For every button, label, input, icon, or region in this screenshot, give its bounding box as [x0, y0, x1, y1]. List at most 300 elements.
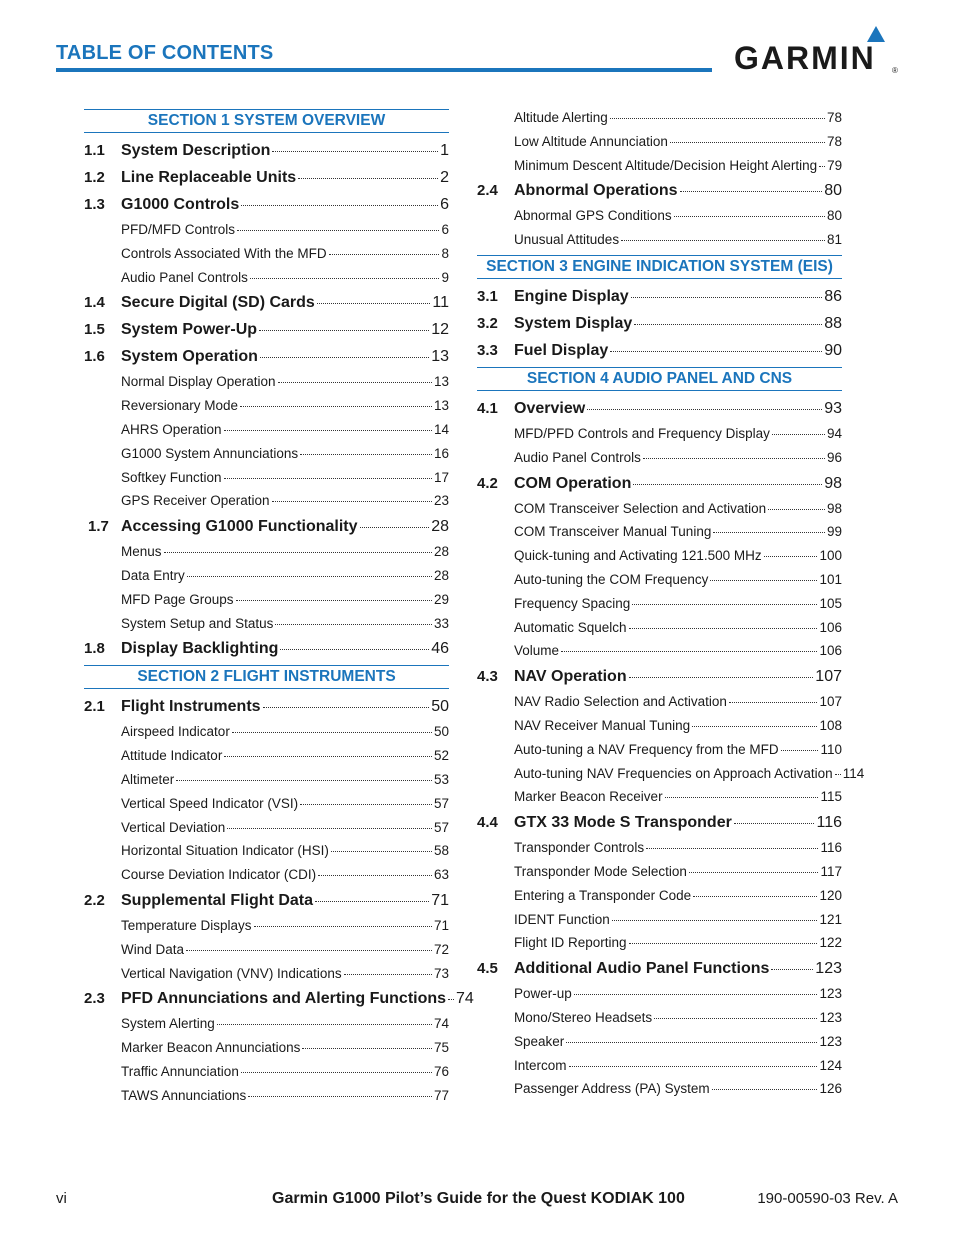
toc-entry-label: Controls Associated With the MFD	[121, 245, 327, 261]
toc-subentry[interactable]	[477, 884, 842, 908]
toc-subentry[interactable]	[84, 489, 449, 513]
toc-entry-page: 88	[824, 314, 842, 332]
toc-entry[interactable]	[84, 137, 449, 164]
toc-entry-page: 77	[433, 1087, 449, 1103]
toc-subentry[interactable]	[84, 218, 449, 242]
toc-entry-label: Low Altitude Annunciation	[514, 133, 668, 149]
dot-leader	[654, 1018, 817, 1019]
toc-subentry[interactable]	[84, 938, 449, 962]
toc-entry-page: 114	[842, 765, 865, 781]
toc-entry-label: Wind Data	[121, 941, 185, 957]
toc-subentry[interactable]	[84, 370, 449, 394]
toc-subentry[interactable]	[84, 720, 449, 744]
toc-entry-label: Audio Panel Controls	[121, 269, 248, 285]
toc-entry-number: 2.2	[84, 891, 105, 909]
toc-entry-number: 1.4	[84, 294, 105, 312]
toc-subentry[interactable]	[477, 785, 842, 809]
toc-entry-page: 117	[820, 863, 842, 879]
toc-entry-label: Unusual Attitudes	[514, 232, 620, 248]
dot-leader	[278, 382, 432, 383]
toc-entry[interactable]	[84, 343, 449, 370]
dot-leader	[670, 142, 825, 143]
toc-subentry[interactable]	[84, 1084, 449, 1108]
toc-subentry[interactable]	[477, 1030, 842, 1054]
toc-entry-page: 106	[819, 619, 842, 635]
toc-subentry[interactable]	[477, 1054, 842, 1078]
toc-entry-label: NAV Radio Selection and Activation	[514, 694, 727, 710]
dot-leader	[634, 324, 822, 325]
toc-subentry[interactable]	[84, 418, 449, 442]
toc-entry-label: Reversionary Mode	[121, 398, 239, 414]
toc-entry-page: 110	[820, 741, 842, 757]
section-heading: SECTION 1 SYSTEM OVERVIEW	[84, 109, 449, 133]
toc-entry[interactable]	[477, 395, 842, 422]
dot-leader	[300, 804, 432, 805]
toc-entry[interactable]	[84, 316, 449, 343]
toc-entry-page: 6	[441, 222, 449, 237]
toc-entry-label: Entering a Transponder Code	[514, 887, 692, 903]
dot-leader	[631, 297, 823, 298]
dot-leader	[629, 628, 818, 629]
toc-entry-label: System Alerting	[121, 1016, 215, 1032]
toc-subentry[interactable]	[477, 931, 842, 955]
dot-leader	[713, 532, 825, 533]
toc-entry-label: Volume	[514, 643, 560, 659]
dot-leader	[781, 750, 819, 751]
toc-entry[interactable]	[477, 663, 842, 690]
toc-entry-label: Transponder Mode Selection	[514, 863, 687, 879]
toc-entry-label: Abnormal Operations	[514, 182, 678, 200]
toc-subentry[interactable]	[84, 266, 449, 290]
toc-subentry[interactable]	[477, 422, 842, 446]
toc-entry-label: Data Entry	[121, 567, 185, 583]
toc-entry-label: Auto-tuning the COM Frequency	[514, 571, 709, 587]
dot-leader	[248, 1096, 432, 1097]
toc-subentry[interactable]	[477, 592, 842, 616]
toc-subentry[interactable]	[84, 1036, 449, 1060]
toc-entry-label: Auto-tuning a NAV Frequency from the MFD	[514, 741, 779, 757]
toc-entry-label: Flight ID Reporting	[514, 935, 627, 951]
toc-entry-number: 4.1	[477, 399, 498, 417]
toc-entry-label: Vertical Speed Indicator (VSI)	[121, 795, 299, 811]
toc-entry-page: 1	[440, 142, 449, 159]
toc-entry-label: COM Transceiver Manual Tuning	[514, 524, 712, 540]
dot-leader	[610, 118, 825, 119]
dot-leader	[772, 434, 825, 435]
dot-leader	[240, 406, 432, 407]
logo-text: GARMIN	[734, 40, 876, 76]
toc-subentry[interactable]	[477, 568, 842, 592]
dot-leader	[272, 151, 438, 152]
dot-leader	[587, 409, 822, 410]
toc-entry-page: 123	[819, 986, 842, 1002]
toc-subentry[interactable]	[84, 540, 449, 564]
toc-entry-page: 28	[433, 544, 449, 560]
dot-leader	[272, 501, 432, 502]
toc-entry[interactable]	[477, 283, 842, 310]
title-rule	[56, 68, 712, 72]
toc-entry-label: Line Replaceable Units	[121, 169, 297, 186]
footer-document-title: Garmin G1000 Pilot’s Guide for the Quest KODIAK 100	[272, 1190, 685, 1207]
toc-entry-label: System Setup and Status	[121, 615, 274, 631]
toc-entry-page: 116	[816, 814, 842, 832]
toc-entry-label: System Display	[514, 314, 633, 332]
dot-leader	[632, 604, 817, 605]
page-footer	[56, 1190, 898, 1210]
toc-entry-page: 73	[433, 965, 449, 981]
toc-entry-page: 74	[456, 990, 474, 1008]
dot-leader	[232, 732, 432, 733]
toc-subentry[interactable]	[84, 1012, 449, 1036]
toc-entry-page: 17	[433, 469, 449, 485]
toc-subentry[interactable]	[84, 863, 449, 887]
toc-subentry[interactable]	[477, 738, 842, 762]
dot-leader	[318, 875, 432, 876]
dot-leader	[693, 896, 817, 897]
toc-subentry[interactable]	[84, 442, 449, 466]
toc-entry-number: 2.3	[84, 990, 105, 1008]
toc-entry-label: Passenger Address (PA) System	[514, 1081, 710, 1097]
toc-entry-page: 98	[824, 474, 842, 492]
toc-entry-number: 1.5	[84, 321, 105, 339]
dot-leader	[227, 828, 432, 829]
toc-entry-label: PFD Annunciations and Alerting Functions	[121, 990, 447, 1008]
toc-entry-page: 6	[440, 196, 449, 213]
garmin-logo	[734, 26, 900, 76]
toc-entry-label: Frequency Spacing	[514, 595, 631, 611]
toc-entry-label: Audio Panel Controls	[514, 449, 641, 465]
toc-entry[interactable]	[84, 289, 449, 316]
dot-leader	[629, 943, 818, 944]
dot-leader	[224, 430, 432, 431]
toc-entry-page: 28	[431, 518, 449, 536]
toc-entry-page: 58	[433, 843, 449, 859]
toc-entry-page: 71	[433, 917, 449, 933]
section-heading: SECTION 3 ENGINE INDICATION SYSTEM (EIS)	[477, 255, 842, 279]
toc-entry-number: 4.4	[477, 814, 498, 832]
toc-entry-number: 1.6	[84, 348, 105, 366]
dot-leader	[260, 357, 429, 358]
dot-leader	[241, 1072, 432, 1073]
toc-subentry[interactable]	[477, 520, 842, 544]
toc-entry-label: Speaker	[514, 1033, 565, 1049]
toc-entry-number: 4.2	[477, 474, 498, 492]
toc-subentry[interactable]	[84, 466, 449, 490]
toc-entry-label: Display Backlighting	[121, 640, 279, 658]
toc-entry-page: 46	[431, 640, 449, 658]
toc-entry-label: System Operation	[121, 348, 258, 366]
dot-leader	[224, 756, 432, 757]
toc-entry-page: 16	[433, 445, 449, 461]
toc-entry-page: 52	[433, 748, 449, 764]
dot-leader	[302, 1048, 432, 1049]
toc-entry-page: 13	[431, 348, 449, 366]
toc-entry-page: 75	[433, 1040, 449, 1056]
dot-leader	[217, 1024, 432, 1025]
toc-entry[interactable]	[477, 337, 842, 364]
toc-entry-label: Overview	[514, 399, 586, 417]
dot-leader	[317, 303, 431, 304]
page-title: TABLE OF CONTENTS	[56, 42, 274, 64]
toc-entry-label: Marker Beacon Receiver	[514, 789, 663, 805]
toc-subentry[interactable]	[84, 839, 449, 863]
dot-leader	[621, 240, 825, 241]
toc-subentry[interactable]	[477, 616, 842, 640]
dot-leader	[734, 823, 815, 824]
dot-leader	[574, 994, 818, 995]
dot-leader	[569, 1066, 818, 1067]
toc-subentry[interactable]	[84, 612, 449, 636]
toc-subentry[interactable]	[477, 860, 842, 884]
dot-leader	[692, 726, 817, 727]
toc-entry-label: Fuel Display	[514, 341, 609, 359]
toc-entry-label: Power-up	[514, 986, 572, 1002]
toc-entry-label: AHRS Operation	[121, 421, 222, 437]
toc-entry-label: Intercom	[514, 1057, 567, 1073]
toc-entry-page: 23	[433, 493, 449, 509]
toc-entry-page: 81	[826, 232, 842, 248]
toc-subentry[interactable]	[477, 204, 842, 228]
toc-entry-page: 100	[819, 548, 842, 564]
toc-entry-page: 106	[819, 643, 842, 659]
dot-leader	[344, 974, 432, 975]
dot-leader	[241, 205, 438, 206]
toc-subentry[interactable]	[84, 744, 449, 768]
toc-subentry[interactable]	[84, 564, 449, 588]
toc-entry-number: 3.1	[477, 287, 498, 305]
dot-leader	[280, 649, 429, 650]
dot-leader	[300, 454, 432, 455]
toc-entry-page: 79	[827, 157, 843, 173]
toc-entry-page: 99	[826, 524, 842, 540]
dot-leader	[176, 780, 432, 781]
dot-leader	[331, 851, 432, 852]
toc-entry-page: 90	[824, 341, 842, 359]
toc-entry-label: Softkey Function	[121, 469, 222, 485]
logo-registered-mark: ®	[892, 66, 898, 75]
toc-entry-page: 33	[433, 615, 449, 631]
toc-entry-page: 116	[820, 840, 842, 856]
dot-leader	[710, 580, 817, 581]
toc-subentry[interactable]	[84, 242, 449, 266]
toc-entry-label: Mono/Stereo Headsets	[514, 1009, 653, 1025]
toc-subentry[interactable]	[477, 497, 842, 521]
toc-subentry[interactable]	[84, 816, 449, 840]
toc-entry-page: 124	[819, 1057, 842, 1073]
toc-subentry[interactable]	[477, 639, 842, 663]
toc-entry[interactable]	[477, 955, 842, 982]
toc-subentry[interactable]	[84, 394, 449, 418]
toc-entry-label: G1000 Controls	[121, 196, 240, 213]
dot-leader	[729, 702, 818, 703]
toc-entry-label: Minimum Descent Altitude/Decision Height Alerting	[514, 157, 818, 173]
toc-subentry[interactable]	[477, 106, 842, 130]
toc-entry-page: 8	[441, 245, 449, 261]
toc-entry-page: 72	[433, 941, 449, 957]
toc-entry-number: 4.3	[477, 668, 498, 686]
toc-subentry[interactable]	[477, 762, 865, 786]
toc-entry-page: 14	[433, 421, 449, 437]
toc-entry-label: Altimeter	[121, 771, 175, 787]
toc-entry-label: IDENT Function	[514, 911, 610, 927]
toc-subentry[interactable]	[84, 792, 449, 816]
toc-entry-page: 126	[819, 1081, 842, 1097]
dot-leader	[680, 191, 823, 192]
toc-entry-page: 71	[431, 891, 449, 909]
toc-entry-label: MFD/PFD Controls and Frequency Display	[514, 425, 770, 441]
toc-entry-number: 2.1	[84, 698, 105, 716]
toc-entry[interactable]	[84, 635, 449, 662]
toc-entry-page: 107	[819, 694, 842, 710]
dot-leader	[164, 552, 432, 553]
toc-entry-label: GTX 33 Mode S Transponder	[514, 814, 732, 832]
toc-entry-label: Attitude Indicator	[121, 748, 223, 764]
footer-document-number: 190-00590-03 Rev. A	[757, 1190, 898, 1207]
toc-subentry[interactable]	[84, 914, 449, 938]
toc-entry-page: 13	[433, 398, 449, 414]
toc-entry-label: MFD Page Groups	[121, 591, 234, 607]
dot-leader	[250, 278, 440, 279]
toc-entry-page: 50	[431, 698, 449, 716]
toc-entry-page: 57	[433, 795, 449, 811]
toc-entry-page: 12	[431, 321, 449, 339]
toc-subentry[interactable]	[477, 982, 842, 1006]
dot-leader	[237, 230, 439, 231]
toc-entry-page: 78	[826, 133, 842, 149]
toc-subentry[interactable]	[477, 836, 842, 860]
toc-entry-label: GPS Receiver Operation	[121, 493, 270, 509]
toc-entry[interactable]	[477, 177, 842, 204]
toc-entry[interactable]	[84, 164, 449, 191]
toc-entry-page: 13	[433, 374, 449, 390]
dot-leader	[612, 920, 818, 921]
toc-entry-label: Temperature Displays	[121, 917, 252, 933]
dot-leader	[566, 1042, 817, 1043]
toc-subentry[interactable]	[477, 544, 842, 568]
toc-entry-label: System Description	[121, 142, 271, 159]
toc-subentry[interactable]	[84, 962, 449, 986]
toc-subentry[interactable]	[477, 446, 842, 470]
dot-leader	[360, 527, 430, 528]
toc-entry-page: 28	[433, 567, 449, 583]
toc-entry-label: Menus	[121, 544, 162, 560]
dot-leader	[712, 1089, 818, 1090]
toc-entry-number: 3.2	[477, 314, 498, 332]
toc-entry-label: Additional Audio Panel Functions	[514, 960, 770, 978]
dot-leader	[674, 216, 825, 217]
toc-entry-page: 105	[819, 595, 842, 611]
toc-entry-page: 80	[824, 182, 842, 200]
toc-entry-label: Marker Beacon Annunciations	[121, 1040, 301, 1056]
toc-subentry[interactable]	[477, 690, 842, 714]
toc-entry-label: Supplemental Flight Data	[121, 891, 314, 909]
toc-entry-page: 9	[441, 269, 449, 285]
toc-entry-label: Transponder Controls	[514, 840, 645, 856]
toc-entry-page: 11	[432, 294, 449, 312]
toc-subentry[interactable]	[477, 1077, 842, 1101]
toc-entry[interactable]	[477, 809, 842, 836]
toc-entry-page: 107	[815, 668, 842, 686]
toc-entry-page: 80	[826, 208, 842, 224]
dot-leader	[610, 351, 822, 352]
dot-leader	[315, 901, 429, 902]
dot-leader	[254, 926, 432, 927]
toc-subentry[interactable]	[477, 130, 842, 154]
dot-leader	[329, 254, 440, 255]
toc-entry-page: 53	[433, 771, 449, 787]
toc-entry-label: Course Deviation Indicator (CDI)	[121, 867, 317, 883]
toc-entry-number: 3.3	[477, 341, 498, 359]
toc-entry[interactable]	[477, 310, 842, 337]
dot-leader	[186, 950, 432, 951]
toc-entry-number: 4.5	[477, 960, 498, 978]
dot-leader	[819, 166, 825, 167]
toc-entry-page: 86	[824, 287, 842, 305]
toc-entry-label: PFD/MFD Controls	[121, 222, 236, 237]
dot-leader	[629, 677, 814, 678]
dot-leader	[771, 969, 813, 970]
toc-subentry[interactable]	[477, 154, 842, 178]
toc-right-column	[477, 106, 865, 1101]
toc-entry-label: Auto-tuning NAV Frequencies on Approach Activation	[514, 765, 833, 781]
toc-entry[interactable]	[84, 513, 449, 540]
toc-entry-label: Accessing G1000 Functionality	[121, 518, 358, 536]
section-heading: SECTION 2 FLIGHT INSTRUMENTS	[84, 665, 449, 689]
dot-leader	[236, 600, 432, 601]
toc-entry-number: 1.2	[84, 169, 105, 186]
toc-entry-page: 29	[433, 591, 449, 607]
dot-leader	[298, 178, 438, 179]
toc-entry-page: 57	[433, 819, 449, 835]
toc-entry-page: 2	[440, 169, 449, 186]
toc-entry-page: 78	[826, 110, 842, 125]
toc-entry[interactable]	[84, 985, 474, 1012]
toc-subentry[interactable]	[84, 1060, 449, 1084]
toc-entry-page: 123	[819, 1033, 842, 1049]
toc-entry-number: 2.4	[477, 182, 498, 200]
footer-page-number: vi	[56, 1190, 67, 1207]
toc-entry-label: Airspeed Indicator	[121, 724, 230, 740]
toc-entry[interactable]	[84, 191, 449, 218]
toc-entry-label: Abnormal GPS Conditions	[514, 208, 672, 224]
toc-entry-label: NAV Operation	[514, 668, 627, 686]
toc-subentry[interactable]	[477, 228, 842, 252]
toc-entry-number: 1.3	[84, 196, 105, 213]
toc-subentry[interactable]	[84, 588, 449, 612]
toc-entry-page: 123	[819, 1009, 842, 1025]
dot-leader	[224, 478, 432, 479]
toc-entry-page: 74	[433, 1016, 449, 1032]
dot-leader	[561, 651, 817, 652]
dot-leader	[263, 707, 430, 708]
toc-entry-label: COM Transceiver Selection and Activation	[514, 500, 767, 516]
toc-subentry[interactable]	[477, 1006, 842, 1030]
toc-subentry[interactable]	[477, 908, 842, 932]
dot-leader	[646, 848, 818, 849]
toc-subentry[interactable]	[477, 714, 842, 738]
toc-entry[interactable]	[477, 470, 842, 497]
toc-entry-page: 63	[433, 867, 449, 883]
toc-entry[interactable]	[84, 887, 449, 914]
toc-entry-label: Normal Display Operation	[121, 374, 276, 390]
dot-leader	[835, 774, 841, 775]
toc-left-column	[84, 106, 474, 1108]
toc-subentry[interactable]	[84, 768, 449, 792]
toc-entry-label: Horizontal Situation Indicator (HSI)	[121, 843, 329, 859]
toc-entry[interactable]	[84, 693, 449, 720]
toc-entry-label: Traffic Annunciation	[121, 1063, 239, 1079]
toc-entry-page: 96	[826, 449, 842, 465]
